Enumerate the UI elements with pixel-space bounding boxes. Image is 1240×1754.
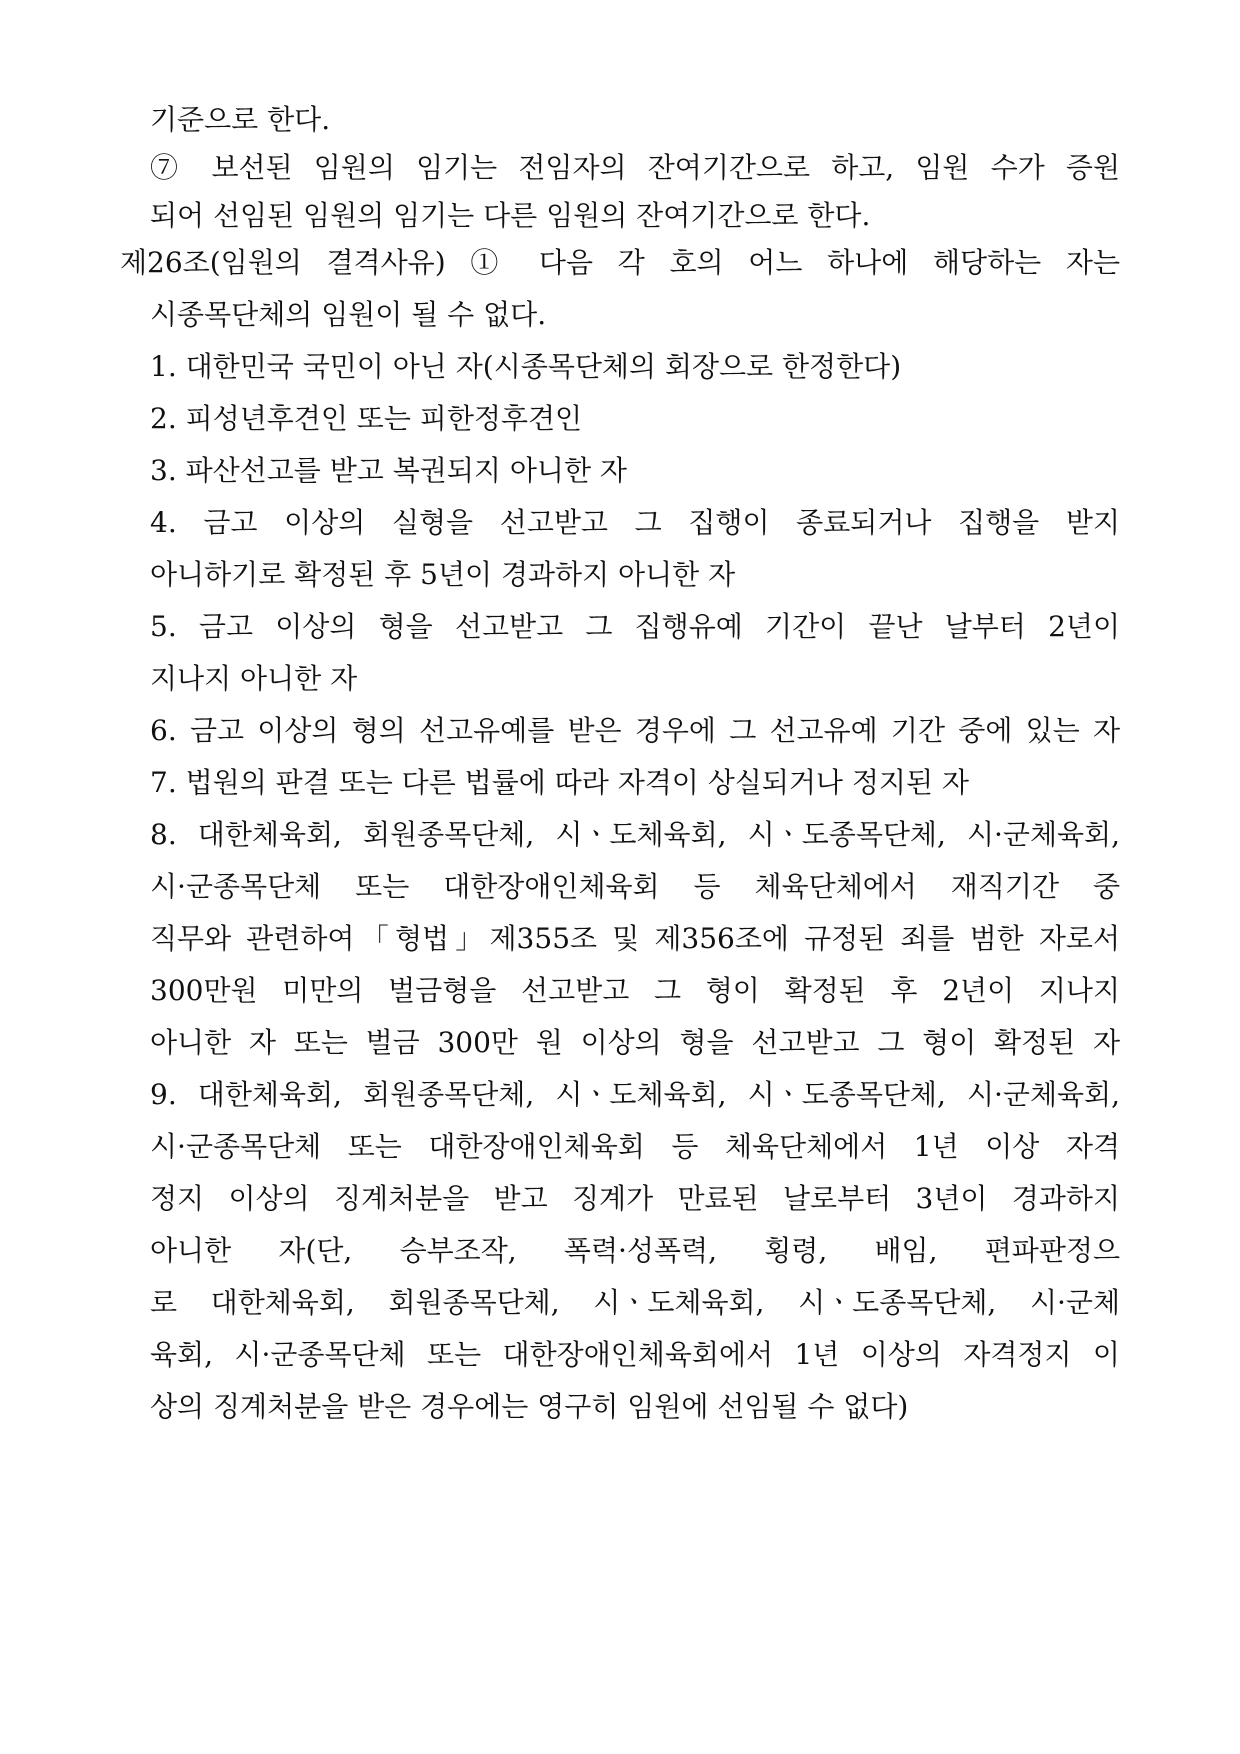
list-item-9-cont: 상의 징계처분을 받은 경우에는 영구히 임원에 선임될 수 없다) (150, 1390, 909, 1423)
list-item-7: 7. 법원의 판결 또는 다른 법률에 따라 자격이 상실되거나 정지된 자 (150, 766, 969, 799)
text-line: 시종목단체의 임원이 될 수 없다. (150, 298, 547, 331)
list-item-9-cont: 정지 이상의 징계처분을 받고 징계가 만료된 날로부터 3년이 경과하지 (150, 1182, 1120, 1215)
list-item-9-cont: 로 대한체육회, 회원종목단체, 시ㆍ도체육회, 시ㆍ도종목단체, 시·군체 (150, 1286, 1120, 1319)
list-item-2: 2. 피성년후견인 또는 피한정후견인 (150, 402, 583, 435)
list-item-5: 5. 금고 이상의 형을 선고받고 그 집행유예 기간이 끝난 날부터 2년이 (150, 610, 1120, 643)
list-item-9: 9. 대한체육회, 회원종목단체, 시ㆍ도체육회, 시ㆍ도종목단체, 시·군체육회, (150, 1078, 1120, 1111)
list-item-9-cont: 아니한 자(단, 승부조작, 폭력·성폭력, 횡령, 배임, 편파판정으 (150, 1234, 1120, 1267)
list-item-9-cont: 육회, 시·군종목단체 또는 대한장애인체육회에서 1년 이상의 자격정지 이 (150, 1338, 1120, 1371)
list-item-9-cont: 시·군종목단체 또는 대한장애인체육회 등 체육단체에서 1년 이상 자격 (150, 1130, 1120, 1163)
text-line: ⑦ 보선된 임원의 임기는 전임자의 잔여기간으로 하고, 임원 수가 증원 (150, 151, 1120, 184)
list-item-8-cont: 아니한 자 또는 벌금 300만 원 이상의 형을 선고받고 그 형이 확정된 자 (150, 1026, 1120, 1059)
list-item-8: 8. 대한체육회, 회원종목단체, 시ㆍ도체육회, 시ㆍ도종목단체, 시·군체육회, (150, 818, 1120, 851)
list-item-8-cont: 300만원 미만의 벌금형을 선고받고 그 형이 확정된 후 2년이 지나지 (150, 974, 1120, 1007)
list-item-3: 3. 파산선고를 받고 복권되지 아니한 자 (150, 454, 627, 487)
list-item-6: 6. 금고 이상의 형의 선고유예를 받은 경우에 그 선고유예 기간 중에 있는 자 (150, 714, 1120, 747)
article-heading-line: 제26조(임원의 결격사유) ① 다음 각 호의 어느 하나에 해당하는 자는 (120, 246, 1120, 279)
list-item-8-cont: 시·군종목단체 또는 대한장애인체육회 등 체육단체에서 재직기간 중 (150, 870, 1120, 903)
text-line: 되어 선임된 임원의 임기는 다른 임원의 잔여기간으로 한다. (150, 199, 871, 232)
list-item-5-cont: 지나지 아니한 자 (150, 662, 358, 695)
text-line: 기준으로 한다. (150, 103, 331, 136)
list-item-8-cont: 직무와 관련하여「형법」제355조 및 제356조에 규정된 죄를 범한 자로서 (150, 922, 1120, 955)
list-item-4: 4. 금고 이상의 실형을 선고받고 그 집행이 종료되거나 집행을 받지 (150, 506, 1120, 539)
list-item-1: 1. 대한민국 국민이 아닌 자(시종목단체의 회장으로 한정한다) (150, 350, 902, 383)
list-item-4-cont: 아니하기로 확정된 후 5년이 경과하지 아니한 자 (150, 558, 736, 591)
